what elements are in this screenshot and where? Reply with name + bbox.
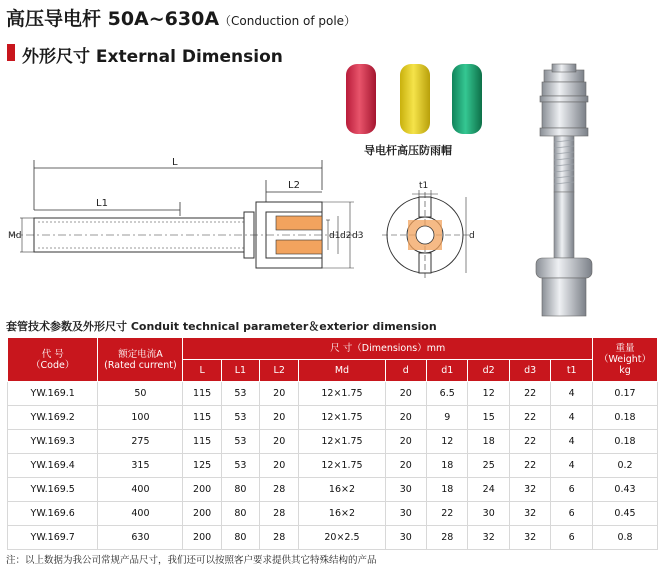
dim-label-L2: L2 (288, 180, 300, 191)
header-dimensions: 尺 寸（Dimensions）mm (183, 338, 593, 360)
header-weight-cn: 重量 (615, 343, 635, 354)
cell-L2: 28 (260, 478, 299, 502)
cell-weight: 0.45 (593, 502, 658, 526)
cell-L2: 20 (260, 454, 299, 478)
page-title (6, 4, 356, 31)
dim-label-d2: d2 (340, 231, 352, 241)
cell-weight: 0.17 (593, 382, 658, 406)
cell-d2: 15 (468, 406, 509, 430)
header-col-d1: d1 (427, 360, 468, 382)
header-col-L: L (183, 360, 221, 382)
cell-d: 30 (385, 526, 426, 550)
cell-L1: 53 (221, 454, 259, 478)
cell-d3: 22 (509, 382, 550, 406)
cell-code: YW.169.4 (8, 454, 98, 478)
cell-L: 115 (183, 406, 221, 430)
dim-label-L: L (172, 157, 178, 168)
cell-weight: 0.18 (593, 406, 658, 430)
dim-label-d1: d1 (329, 231, 341, 241)
cell-d2: 24 (468, 478, 509, 502)
cell-d1: 12 (427, 430, 468, 454)
cell-current: 630 (98, 526, 183, 550)
header-col-t1: t1 (551, 360, 593, 382)
cell-d: 20 (385, 454, 426, 478)
cell-d1: 28 (427, 526, 468, 550)
header-col-Md: Md (299, 360, 385, 382)
cell-t1: 4 (551, 454, 593, 478)
cell-t1: 6 (551, 502, 593, 526)
cell-weight: 0.43 (593, 478, 658, 502)
cell-code: YW.169.7 (8, 526, 98, 550)
cell-d2: 25 (468, 454, 509, 478)
rain-cap-label: 导电杆高压防雨帽 (364, 144, 452, 157)
table-row (8, 526, 658, 550)
cell-L1: 80 (221, 526, 259, 550)
cell-code: YW.169.1 (8, 382, 98, 406)
header-col-L1: L1 (221, 360, 259, 382)
dimension-drawing (0, 150, 490, 310)
cell-L2: 28 (260, 502, 299, 526)
header-col-d: d (385, 360, 426, 382)
cell-t1: 6 (551, 526, 593, 550)
table-row (8, 502, 658, 526)
cell-L1: 53 (221, 430, 259, 454)
cell-d: 30 (385, 502, 426, 526)
cell-code: YW.169.2 (8, 406, 98, 430)
cell-d3: 32 (509, 526, 550, 550)
cell-Md: 12×1.75 (299, 406, 385, 430)
cell-d3: 22 (509, 454, 550, 478)
cell-d1: 18 (427, 454, 468, 478)
cell-L1: 53 (221, 382, 259, 406)
header-current (98, 338, 183, 382)
cell-d3: 22 (509, 430, 550, 454)
cell-d3: 32 (509, 502, 550, 526)
cell-Md: 12×1.75 (299, 454, 385, 478)
cell-t1: 6 (551, 478, 593, 502)
dim-label-t1: t1 (419, 181, 429, 191)
header-col-d3: d3 (509, 360, 550, 382)
header-code-en: （Code） (31, 359, 75, 371)
spec-table-body (8, 382, 658, 550)
yellow-cap-icon (400, 64, 430, 134)
header-code (8, 338, 98, 382)
cell-current: 50 (98, 382, 183, 406)
cell-L: 200 (183, 502, 221, 526)
table-row (8, 478, 658, 502)
cell-code: YW.169.3 (8, 430, 98, 454)
header-current-en: (Rated current) (104, 359, 177, 371)
header-col-d2: d2 (468, 360, 509, 382)
table-row (8, 406, 658, 430)
dim-label-d3: d3 (352, 231, 364, 241)
cell-L1: 53 (221, 406, 259, 430)
cell-current: 400 (98, 478, 183, 502)
cell-d2: 30 (468, 502, 509, 526)
dim-label-d: d (469, 231, 475, 241)
dim-label-L1: L1 (96, 198, 108, 209)
cell-weight: 0.2 (593, 454, 658, 478)
table-row (8, 430, 658, 454)
cell-d1: 9 (427, 406, 468, 430)
cell-L: 115 (183, 382, 221, 406)
conductive-pole-image (530, 62, 600, 318)
cell-Md: 20×2.5 (299, 526, 385, 550)
cell-L2: 20 (260, 382, 299, 406)
cell-L2: 20 (260, 406, 299, 430)
cell-Md: 16×2 (299, 478, 385, 502)
cell-Md: 12×1.75 (299, 430, 385, 454)
cell-t1: 4 (551, 406, 593, 430)
cell-d3: 22 (509, 406, 550, 430)
cell-d: 30 (385, 478, 426, 502)
green-cap-icon (452, 64, 482, 134)
table-title: 套管技术参数及外形尺寸 Conduit technical parameter＆exterior dimension (6, 320, 437, 333)
cell-L: 200 (183, 478, 221, 502)
cell-t1: 4 (551, 430, 593, 454)
cell-L: 200 (183, 526, 221, 550)
footnote: 注：以上数据为我公司常规产品尺寸，我们还可以按照客户要求提供其它特殊结构的产品 (6, 555, 377, 566)
table-row (8, 454, 658, 478)
rain-caps-image (338, 62, 488, 140)
red-cap-icon (346, 64, 376, 134)
cell-L1: 80 (221, 502, 259, 526)
cell-current: 315 (98, 454, 183, 478)
cell-weight: 0.18 (593, 430, 658, 454)
dim-label-Md: Md (8, 231, 22, 241)
page-title-sub: （Conduction of pole） (219, 14, 357, 28)
header-weight (593, 338, 658, 382)
cell-d: 20 (385, 382, 426, 406)
cell-weight: 0.8 (593, 526, 658, 550)
cell-current: 275 (98, 430, 183, 454)
cell-current: 400 (98, 502, 183, 526)
cell-L2: 20 (260, 430, 299, 454)
cell-d1: 18 (427, 478, 468, 502)
cell-code: YW.169.5 (8, 478, 98, 502)
cell-L: 115 (183, 430, 221, 454)
cell-code: YW.169.6 (8, 502, 98, 526)
header-col-L2: L2 (260, 360, 299, 382)
cell-d1: 6.5 (427, 382, 468, 406)
header-code-cn: 代 号 (41, 348, 64, 360)
cell-d: 20 (385, 406, 426, 430)
cell-t1: 4 (551, 382, 593, 406)
cell-L1: 80 (221, 478, 259, 502)
cell-Md: 16×2 (299, 502, 385, 526)
header-weight-en: （Weight） (598, 354, 652, 365)
cell-d2: 12 (468, 382, 509, 406)
section-marker (7, 44, 15, 61)
cell-L: 125 (183, 454, 221, 478)
section-title: 外形尺寸 External Dimension (22, 47, 283, 67)
cell-L2: 28 (260, 526, 299, 550)
page-title-main: 高压导电杆 50A~630A (6, 8, 220, 30)
cell-current: 100 (98, 406, 183, 430)
table-row (8, 382, 658, 406)
header-current-cn: 额定电流A (118, 348, 163, 360)
cell-d2: 18 (468, 430, 509, 454)
spec-table (7, 337, 658, 550)
cell-d: 20 (385, 430, 426, 454)
cell-d3: 32 (509, 478, 550, 502)
cell-d1: 22 (427, 502, 468, 526)
header-weight-unit: kg (619, 365, 631, 376)
cell-Md: 12×1.75 (299, 382, 385, 406)
cell-d2: 32 (468, 526, 509, 550)
